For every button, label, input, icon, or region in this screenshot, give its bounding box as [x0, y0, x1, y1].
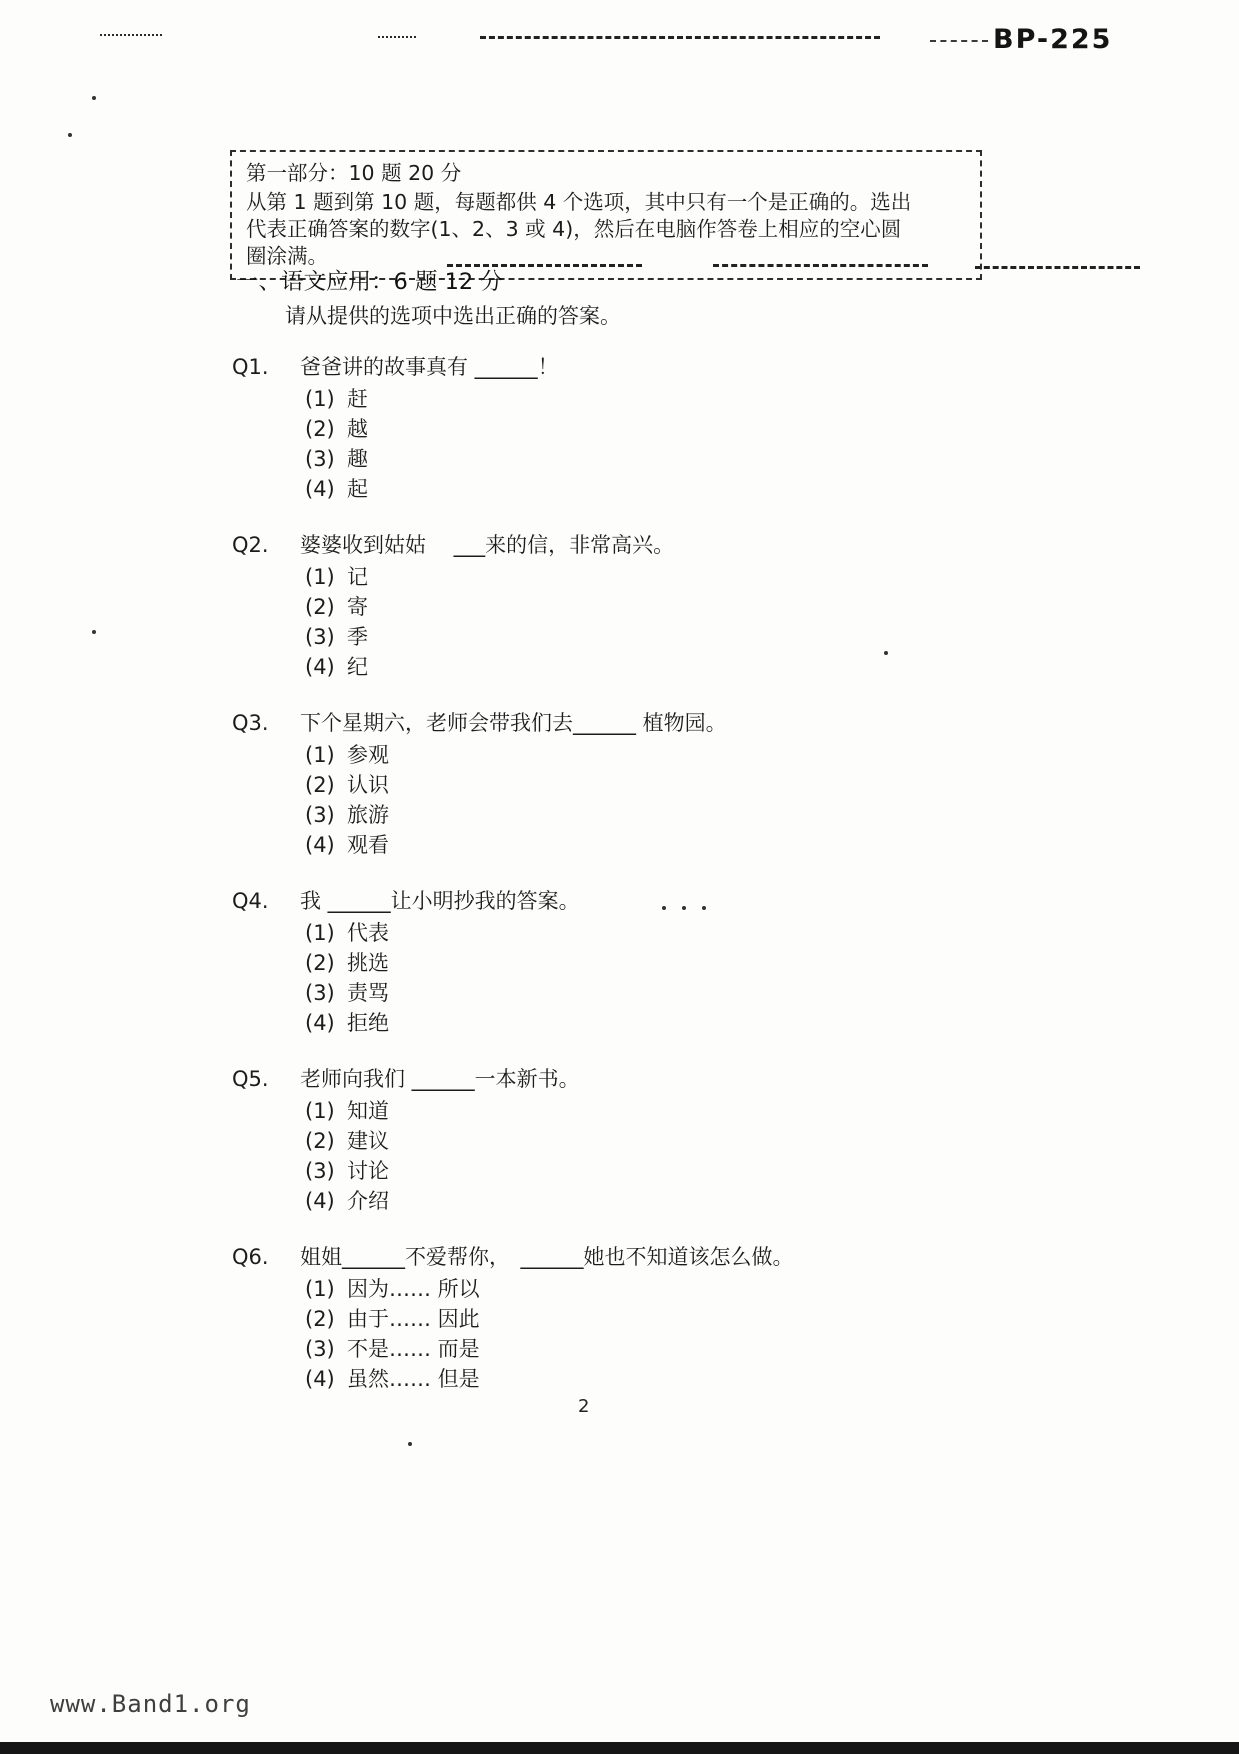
option-number: (4) — [305, 1367, 335, 1391]
section-heading: 一、语文应用：6 题 12 分 — [236, 269, 503, 295]
question-number: Q2. — [232, 533, 269, 557]
option-number: (2) — [305, 773, 335, 797]
instructions-title: 第一部分：10 题 20 分 — [246, 161, 462, 185]
option-row — [305, 474, 1092, 504]
option-number: (3) — [305, 981, 335, 1005]
option-text: 介绍 — [347, 1189, 389, 1213]
option-text: 由于…… 因此 — [347, 1307, 480, 1331]
option-number: (4) — [305, 1189, 335, 1213]
footer-watermark: www.Band1.org — [50, 1690, 251, 1718]
document-code: BP-225 — [993, 24, 1113, 55]
question-list — [232, 350, 1092, 1418]
option-row — [305, 978, 1092, 1008]
option-row — [305, 622, 1092, 652]
option-row — [305, 1156, 1092, 1186]
option-text: 认识 — [347, 773, 389, 797]
option-row — [305, 1186, 1092, 1216]
question-number: Q6. — [232, 1245, 269, 1269]
option-row — [305, 1126, 1092, 1156]
scan-speck — [92, 630, 96, 634]
option-number: (1) — [305, 921, 335, 945]
question-stem: 爸爸讲的故事真有 ______！ — [300, 355, 559, 379]
option-row — [305, 1274, 1092, 1304]
option-text: 代表 — [347, 921, 389, 945]
page-number: 2 — [578, 1396, 590, 1417]
option-number: (2) — [305, 1307, 335, 1331]
scan-artifact-dots — [100, 34, 162, 36]
option-row — [305, 740, 1092, 770]
option-row — [305, 1096, 1092, 1126]
instructions-line: 从第 1 题到第 10 题，每题都供 4 个选项，其中只有一个是正确的。选出 — [246, 190, 912, 214]
scan-artifact-dashes — [930, 40, 988, 42]
option-text: 不是…… 而是 — [347, 1337, 480, 1361]
option-number: (1) — [305, 565, 335, 589]
scan-artifact-dashes — [480, 36, 880, 39]
option-text: 寄 — [347, 595, 368, 619]
scan-speck — [408, 1442, 412, 1446]
option-text: 知道 — [347, 1099, 389, 1123]
option-row — [305, 384, 1092, 414]
question-stem: 姐姐______不爱帮你， ______她也不知道该怎么做。 — [300, 1245, 794, 1269]
option-number: (3) — [305, 447, 335, 471]
option-row — [305, 1364, 1092, 1394]
option-text: 建议 — [347, 1129, 389, 1153]
option-text: 起 — [347, 477, 368, 501]
option-number: (2) — [305, 951, 335, 975]
option-text: 讨论 — [347, 1159, 389, 1183]
option-text: 记 — [347, 565, 368, 589]
option-text: 因为…… 所以 — [347, 1277, 480, 1301]
option-number: (2) — [305, 417, 335, 441]
option-text: 虽然…… 但是 — [347, 1367, 480, 1391]
option-row — [305, 562, 1092, 592]
question-q1 — [232, 350, 1092, 528]
question-number: Q1. — [232, 355, 269, 379]
question-q5 — [232, 1062, 1092, 1240]
instructions-line: 代表正确答案的数字(1、2、3 或 4)，然后在电脑作答卷上相应的空心圆 — [246, 217, 902, 241]
question-q6 — [232, 1240, 1092, 1418]
option-row — [305, 414, 1092, 444]
option-number: (4) — [305, 1011, 335, 1035]
option-text: 季 — [347, 625, 368, 649]
question-stem: 老师向我们 ______一本新书。 — [300, 1067, 580, 1091]
option-number: (2) — [305, 1129, 335, 1153]
option-number: (3) — [305, 1337, 335, 1361]
question-q2 — [232, 528, 1092, 706]
option-row — [305, 1304, 1092, 1334]
option-text: 拒绝 — [347, 1011, 389, 1035]
option-number: (2) — [305, 595, 335, 619]
option-number: (1) — [305, 1099, 335, 1123]
option-row — [305, 1008, 1092, 1038]
option-number: (4) — [305, 477, 335, 501]
option-number: (4) — [305, 833, 335, 857]
option-row — [305, 918, 1092, 948]
option-text: 参观 — [347, 743, 389, 767]
option-text: 纪 — [347, 655, 368, 679]
option-row — [305, 592, 1092, 622]
option-text: 旅游 — [347, 803, 389, 827]
option-text: 观看 — [347, 833, 389, 857]
question-stem: 下个星期六，老师会带我们去______ 植物园。 — [300, 711, 727, 735]
option-row — [305, 444, 1092, 474]
bottom-scan-bar — [0, 1742, 1239, 1754]
question-number: Q4. — [232, 889, 269, 913]
option-number: (3) — [305, 803, 335, 827]
question-stem: 我 ______让小明抄我的答案。 — [300, 889, 580, 913]
scan-speck — [92, 96, 96, 100]
option-row — [305, 1334, 1092, 1364]
option-number: (1) — [305, 387, 335, 411]
question-q3 — [232, 706, 1092, 884]
option-number: (1) — [305, 1277, 335, 1301]
option-number: (3) — [305, 1159, 335, 1183]
scan-speck — [68, 133, 72, 137]
option-text: 越 — [347, 417, 368, 441]
scan-artifact-dots — [378, 36, 416, 38]
question-stem: 婆婆收到姑姑 ___来的信，非常高兴。 — [300, 533, 675, 557]
question-number: Q5. — [232, 1067, 269, 1091]
option-text: 责骂 — [347, 981, 389, 1005]
question-q4 — [232, 884, 1092, 1062]
option-text: 赶 — [347, 387, 368, 411]
option-number: (4) — [305, 655, 335, 679]
option-number: (1) — [305, 743, 335, 767]
question-number: Q3. — [232, 711, 269, 735]
instructions-line: 圈涂满。 — [246, 244, 328, 268]
instructions-box — [230, 150, 982, 280]
option-number: (3) — [305, 625, 335, 649]
option-row — [305, 830, 1092, 860]
option-text: 挑选 — [347, 951, 389, 975]
option-row — [305, 800, 1092, 830]
section-instruction: 请从提供的选项中选出正确的答案。 — [285, 304, 621, 328]
option-row — [305, 652, 1092, 682]
option-text: 趣 — [347, 447, 368, 471]
option-row — [305, 948, 1092, 978]
option-row — [305, 770, 1092, 800]
scan-artifact-dashes — [975, 266, 1140, 269]
